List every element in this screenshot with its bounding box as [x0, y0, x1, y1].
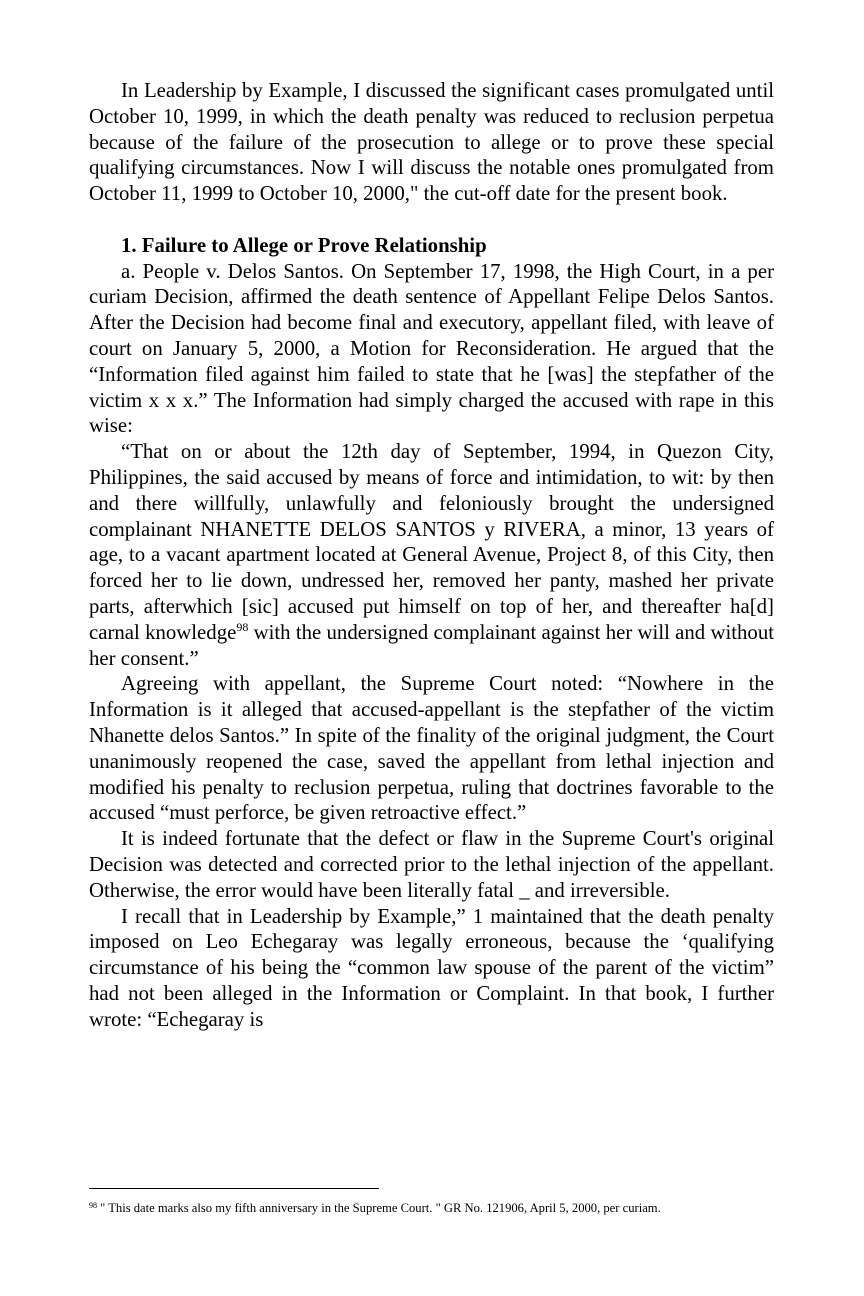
supreme-court-paragraph: Agreeing with appellant, the Supreme Court noted: “Nowhere in the Information is it alleged that accused-appellant is the stepfather of the victim Nhanette delos Santos.” In spite of the finality of the original judgment, the Court unanimously reopened the case, saved the appellant from lethal injection and modified his penalty to reclusion perpetua, ruling that doctrines favorable to the accused “must perforce, be given retroactive effect.” [89, 672, 774, 825]
section-heading: 1. Failure to Allege or Prove Relationship [121, 233, 487, 257]
intro-paragraph: In Leadership by Example, I discussed the significant cases promulgated until October 10, 1999, in which the death penalty was reduced to reclusion perpetua because of the failure of the prosecution to allege or to prove these special qualifying circumstances. Now I will discuss the notable ones promulgated from October 11, 1999 to October 10, 2000," the cut-off date for the present book. [89, 79, 774, 206]
footnote-reference: 98 [236, 619, 249, 634]
section-spacer [89, 207, 774, 233]
page-body [89, 78, 774, 1032]
echegaray-paragraph: I recall that in Leadership by Example,” 1 maintained that the death penalty imposed on Leo Echegaray was legally erroneous, because the ‘qualifying circumstance of his being the “common law spouse of the parent of the victim” had not been alleged in the Information or Complaint. In that book, I further wrote: “Echegaray is [89, 904, 774, 1031]
information-quote [89, 439, 774, 671]
footnote-number: 98 [89, 1201, 97, 1210]
footnote [89, 1200, 789, 1216]
case-paragraph-delos-santos: a. People v. Delos Santos. On September 17, 1998, the High Court, in a per curiam Decision, affirmed the death sentence of Appellant Felipe Delos Santos. After the Decision had become final and executory, appellant filed, with leave of court on January 5, 2000, a Motion for Reconsideration. He argued that the “Information filed against him failed to state that he [was] the stepfather of the victim x x x.” The Information had simply charged the accused with rape in this wise: [89, 259, 774, 438]
quote-text-part1: “That on or about the 12th day of September, 1994, in Quezon City, Philippines, the said accused by means of force and intimidation, to wit: by then and there willfully, unlawfully and feloniously brought the undersigned complainant NHANETTE DELOS SANTOS y RIVERA, a minor, 13 years of age, to a vacant apartment located at General Avenue, Project 8, of this City, then forced her to lie down, undressed her, removed her panty, mashed her private parts, afterwhich [sic] accused put himself on top of her, and thereafter ha[d] carnal knowledge [89, 440, 774, 644]
quote-text-part2: with the undersigned complainant against her will and without her consent.” [89, 620, 774, 670]
fortunate-paragraph: It is indeed fortunate that the defect or flaw in the Supreme Court's original Decision was detected and corrected prior to the lethal injection of the appellant. Otherwise, the error would have been literally fatal _ and irreversible. [89, 827, 774, 902]
footnote-text: " This date marks also my fifth anniversary in the Supreme Court. " GR No. 121906, April 5, 2000, per curiam. [97, 1201, 661, 1215]
footnote-divider [89, 1188, 379, 1189]
